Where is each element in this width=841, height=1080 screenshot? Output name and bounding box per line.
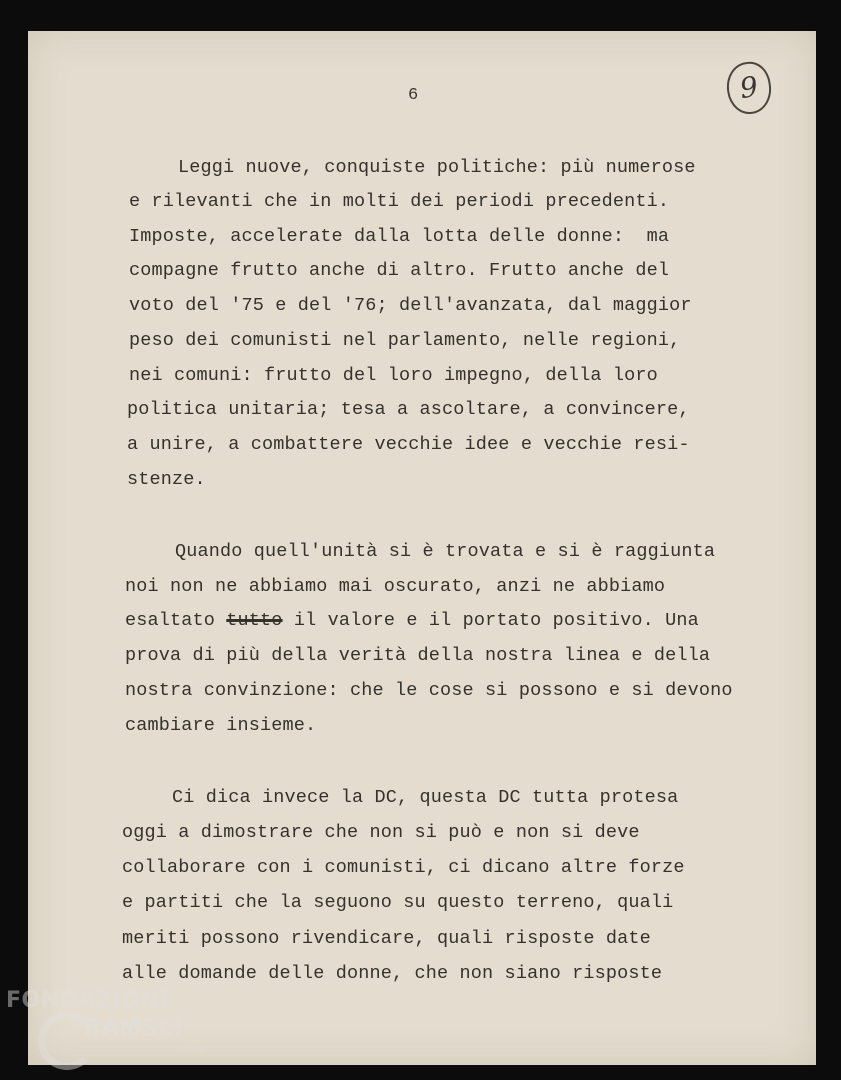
watermark-line1: FONDAZIONE [6, 988, 175, 1013]
text-line: Imposte, accelerate dalla lotta delle donne: ma [129, 226, 670, 247]
struck-out-word: tutto [226, 610, 283, 631]
text-line: collaborare con i comunisti, ci dicano altre forze [122, 857, 685, 878]
text-line: voto del '75 e del '76; dell'avanzata, dal maggior [129, 295, 692, 316]
page-number: 6 [408, 86, 419, 105]
text-line: e partiti che la seguono su questo terreno, quali [122, 892, 674, 913]
text-fragment: esaltato [125, 610, 227, 631]
text-line: meriti possono rivendicare, quali risposte date [122, 928, 651, 949]
text-line: stenze. [127, 469, 206, 490]
text-line: e rilevanti che in molti dei periodi precedenti. [129, 191, 670, 212]
text-line: cambiare insieme. [125, 715, 317, 736]
watermark-line2: RAMSCI [84, 1016, 184, 1041]
text-line: compagne frutto anche di altro. Frutto anche del [129, 260, 670, 281]
text-line: prova di più della verità della nostra linea e della [125, 645, 711, 666]
fondazione-gramsci-watermark [0, 988, 220, 1078]
text-fragment: il valore e il portato positivo. Una [293, 610, 699, 631]
text-line: oggi a dimostrare che non si può e non si deve [122, 822, 640, 843]
archive-number-circled: 9 [724, 59, 775, 117]
text-line: Quando quell'unità si è trovata e si è raggiunta [175, 541, 716, 562]
text-line: Leggi nuove, conquiste politiche: più numerose [178, 157, 696, 178]
watermark-small: onlus [178, 1044, 205, 1055]
text-line-with-strikeout [125, 610, 699, 631]
text-line: peso dei comunisti nel parlamento, nelle regioni, [129, 330, 681, 351]
text-fragment [283, 610, 294, 631]
text-line: Ci dica invece la DC, questa DC tutta protesa [172, 787, 679, 808]
text-line: politica unitaria; tesa a ascoltare, a convincere, [127, 399, 690, 420]
text-line: alle domande delle donne, che non siano risposte [122, 963, 663, 984]
text-line: noi non ne abbiamo mai oscurato, anzi ne abbiamo [125, 576, 666, 597]
text-line: nei comuni: frutto del loro impegno, della loro [129, 365, 658, 386]
text-line: a unire, a combattere vecchie idee e vecchie resi- [127, 434, 690, 455]
text-line: nostra convinzione: che le cose si possono e si devono [125, 680, 733, 701]
